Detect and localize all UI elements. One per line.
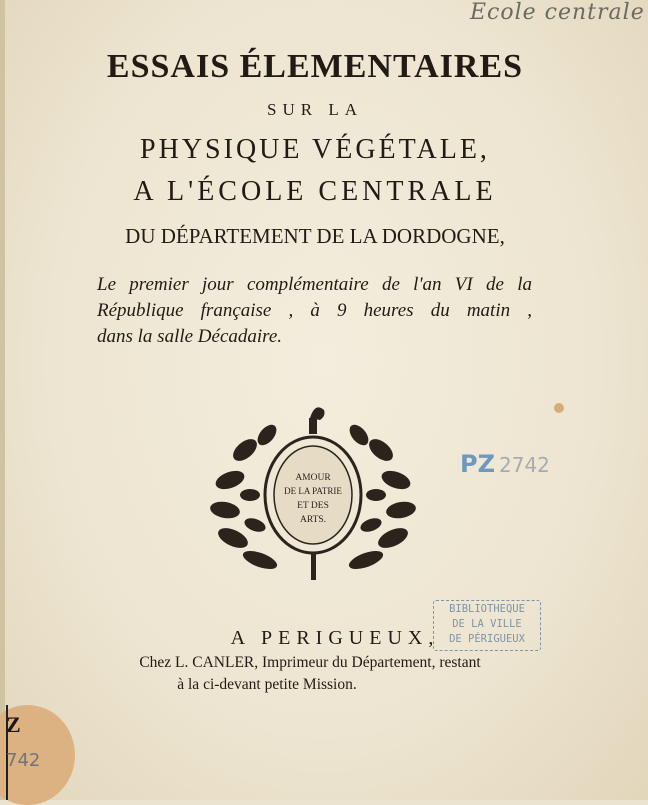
- imprint-address: à la ci-devant petite Mission.: [177, 676, 357, 693]
- spine-label-number: 742: [6, 750, 41, 771]
- page-edge: [0, 0, 5, 800]
- subtitle-line: République française , à 9 heures du matin ,: [97, 300, 532, 321]
- shelfmark-prefix: PZ: [460, 450, 495, 478]
- title-line-1: ESSAIS ÉLEMENTAIRES: [106, 48, 524, 85]
- motto-line: ET DES: [297, 501, 329, 511]
- imprint-printer: Chez L. CANLER, Imprimeur du Département, restant: [139, 654, 481, 671]
- motto-line: AMOUR: [295, 473, 331, 483]
- title-line-3: PHYSIQUE VÉGÉTALE,: [140, 134, 490, 165]
- imprint-place: A PERIGUEUX,: [230, 627, 440, 649]
- library-stamp-line: DE LA VILLE: [452, 618, 522, 630]
- subtitle-line: dans la salle Décadaire.: [97, 326, 283, 347]
- republican-emblem: [205, 400, 421, 582]
- motto-line: ARTS.: [299, 515, 327, 525]
- spine-label-letter: Z: [6, 712, 21, 737]
- title-line-2: SUR LA: [267, 100, 363, 119]
- title-line-5: DU DÉPARTEMENT DE LA DORDOGNE,: [125, 224, 505, 248]
- motto-line: DE LA PATRIE: [284, 486, 342, 496]
- shelfmark-number: 2742: [499, 453, 550, 477]
- library-stamp-line: DE PÉRIGUEUX: [449, 633, 525, 645]
- title-line-4: A L'ÉCOLE CENTRALE: [133, 176, 497, 207]
- library-stamp-line: BIBLIOTHEQUE: [449, 603, 525, 615]
- shelfmark-stamp: [460, 450, 550, 478]
- subtitle-paragraph: [97, 272, 532, 350]
- foxing-spot: [554, 403, 564, 413]
- subtitle-line: Le premier jour complémentaire de l'an VI de la: [97, 274, 532, 295]
- handwritten-annotation: Ecole centrale: [470, 0, 645, 25]
